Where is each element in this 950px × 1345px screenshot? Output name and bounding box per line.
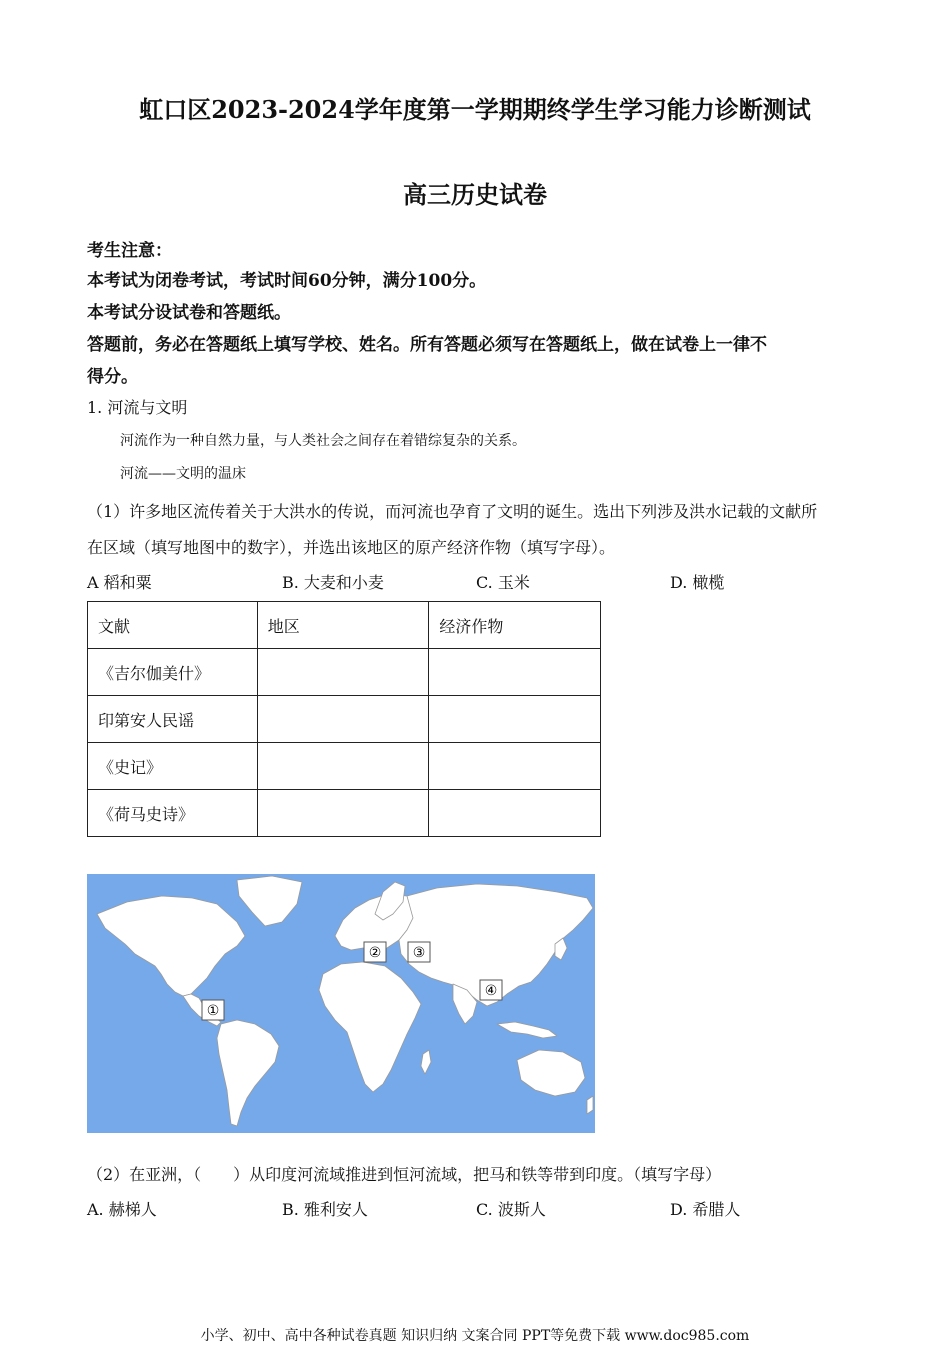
map-marker-1: ① [206,1003,220,1019]
part-2-prompt: （2）在亚洲，（ ）从印度河流域推进到恒河流域，把马和铁等带到印度。（填写字母） [87,1165,722,1184]
notice-line-4: 得分。 [87,367,138,387]
part-1-option-a: A 稻和粟 [87,573,152,592]
table-header-document: 文献 [88,602,258,649]
part-2-option-d: D. 希腊人 [670,1200,741,1219]
table-cell-document: 印第安人民谣 [88,696,258,743]
table-cell-document: 《吉尔伽美什》 [88,649,258,696]
exam-title: 虹口区2023-2024学年度第一学期期终学生学习能力诊断测试 [139,95,811,124]
part-1-option-c: C. 玉米 [476,573,530,592]
part-2-option-c: C. 波斯人 [476,1200,546,1219]
table-cell-crop [429,743,601,790]
table-cell-document: 《史记》 [88,743,258,790]
table-cell-region [257,649,429,696]
part-1-option-d: D. 橄榄 [670,573,725,592]
table-cell-crop [429,790,601,837]
table-row [88,696,601,743]
table-header-crop: 经济作物 [429,602,601,649]
world-map-svg [87,874,595,1133]
notice-line-1: 本考试为闭卷考试，考试时间60分钟，满分100分。 [87,271,487,291]
part-1-option-b: B. 大麦和小麦 [282,573,384,592]
notice-heading: 考生注意： [87,241,172,261]
world-map [87,874,595,1133]
map-marker-4: ④ [484,983,498,999]
table-header-row [88,602,601,649]
map-marker-2: ② [368,945,382,961]
table-cell-crop [429,696,601,743]
table-row [88,790,601,837]
question-1-heading: 1. 河流与文明 [87,398,188,417]
table-header-region: 地区 [257,602,429,649]
table-row [88,743,601,790]
table-cell-region [257,790,429,837]
answer-table [87,601,601,837]
part-2-option-b: B. 雅利安人 [282,1200,368,1219]
part-1-prompt-line-1: （1）许多地区流传着关于大洪水的传说，而河流也孕育了文明的诞生。选出下列涉及洪水记载的文献所 [87,502,818,521]
table-cell-region [257,696,429,743]
question-1-subtitle: 河流——文明的温床 [120,466,246,482]
table-row [88,649,601,696]
part-2-option-a: A. 赫梯人 [87,1200,157,1219]
exam-subtitle: 高三历史试卷 [403,180,547,209]
notice-line-3: 答题前，务必在答题纸上填写学校、姓名。所有答题必须写在答题纸上，做在试卷上一律不 [87,335,767,355]
notice-line-2: 本考试分设试卷和答题纸。 [87,303,291,323]
part-1-prompt-line-2: 在区域（填写地图中的数字），并选出该地区的原产经济作物（填写字母）。 [87,538,616,557]
table-cell-document: 《荷马史诗》 [88,790,258,837]
table-cell-region [257,743,429,790]
question-1-intro: 河流作为一种自然力量，与人类社会之间存在着错综复杂的关系。 [120,433,526,449]
footer-text: 小学、初中、高中各种试卷真题 知识归纳 文案合同 PPT等免费下载 www.doc985.com [200,1328,750,1344]
table-cell-crop [429,649,601,696]
map-marker-3: ③ [412,945,426,961]
